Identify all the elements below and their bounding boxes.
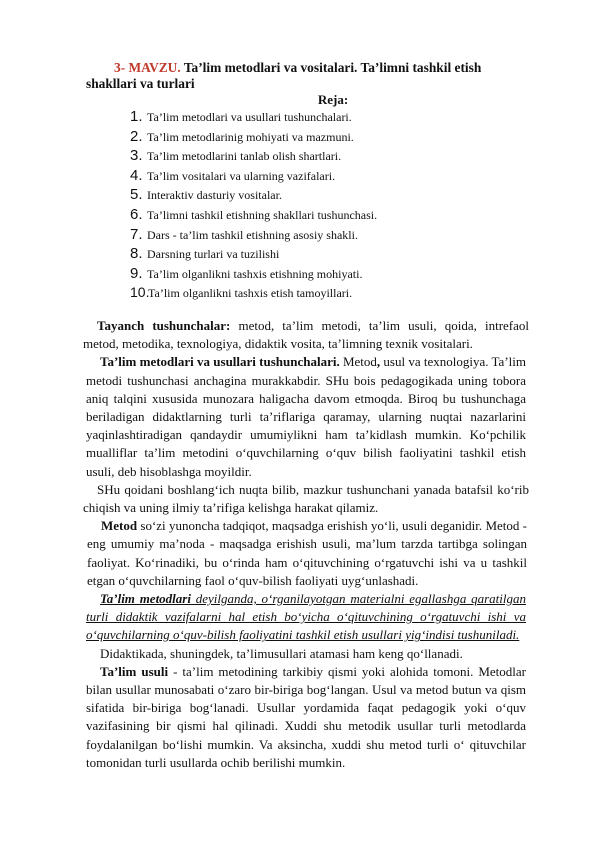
methods-concept-text-1: Metod: [339, 354, 377, 370]
plan-item: [130, 206, 530, 226]
key-terms-text: metod, ta’lim metodi, ta’lim usuli, qoida, intrefaol metod, metodika, texnologiya, didaktik vosita, ta’limning texnik vositalari.: [83, 318, 529, 352]
plan-item: [130, 245, 530, 265]
plan-item-number: 7.: [130, 225, 143, 243]
plan-item: [130, 147, 530, 167]
methods-concept-paragraph: [86, 353, 526, 480]
plan-item-text: Ta’limni tashkil etishning shakllari tushunchasi.: [147, 207, 378, 222]
plan-list: [130, 108, 530, 304]
key-terms-paragraph: [83, 317, 529, 353]
plan-heading: Reja:: [317, 92, 349, 107]
topic-number: 3- MAVZU.: [114, 60, 181, 75]
teaching-technique-term: Ta’lim usuli: [100, 663, 169, 679]
teaching-technique-paragraph: [86, 663, 526, 772]
plan-item-text: Ta’lim metodlarinig mohiyati va mazmuni.: [147, 129, 354, 144]
teaching-methods-definition-paragraph: [86, 590, 526, 645]
plan-item-number: 2.: [130, 127, 143, 145]
plan-item: [130, 108, 530, 128]
didactics-text: Didaktikada, shuningdek, ta’limusullari atamasi ham keng qo‘llanadi.: [100, 645, 463, 661]
method-term: Metod: [101, 518, 138, 534]
plan-item: [130, 226, 530, 246]
methods-concept-text-2: usul va texnologiya. Ta’lim metodi tushunchasi anchagina murakkabdir. SHu bois pedagogikada uning tobora aniq talqini xususida munozara haligacha davom etmoqda. Biroq bu tushunchaga beriladigan didaktlarning turli ta’riflariga qaramay, ularning nuqtai nazarlarini yaqinlashtiradigan qandaydir umumiylikni ham ta’kidlash mumkin. Ko‘pchilik mualliflar ta’lim metodini o‘quvchilarning o‘quv bilish faoliyatini tashkil etish usuli, deb hisoblashga moyildir.: [86, 354, 526, 479]
teaching-technique-text: - ta’lim metodining tarkibiy qismi yoki alohida tomoni. Metodlar bilan usullar munosabati o‘zaro bir-biriga bog‘langan. Usul va metod butun va qism sifatida bir-biriga bog‘lanadi. Usullar yordamida faqat pedagogik yoki o‘quv vazifasining bir qismi hal qilinadi. Xuddi shu metodik usullar turli metodlarda foydalanilgan bo‘lishi mumkin. Va aksincha, xuddi shu metod turli o‘ qituvchilar tomonidan turli usullarda ochib berilishi mumkin.: [86, 663, 526, 770]
topic-title: [86, 60, 526, 91]
plan-item-number: 8.: [130, 245, 143, 263]
plan-item: [130, 186, 530, 206]
plan-item: [130, 284, 530, 304]
rule-paragraph: [83, 481, 529, 517]
document-body: [83, 317, 529, 772]
plan-item-text: Interaktiv dasturiy vositalar.: [147, 188, 282, 203]
plan-item: [130, 265, 530, 285]
plan-item-number: 10.: [130, 284, 150, 301]
plan-item-text: Ta’lim olganlikni tashxis etishning mohiyati.: [147, 266, 363, 281]
plan-item-number: 4.: [130, 166, 143, 184]
plan-item-text: Ta’lim vositalari va ularning vazifalari.: [147, 168, 336, 183]
plan-item-text: Ta’lim metodlari va usullari tushunchalari.: [147, 110, 352, 124]
topic-title-text: Ta’lim metodlari va vositalari. Ta’limni tashkil etish shakllari va turlari: [86, 60, 482, 91]
method-definition-paragraph: [87, 517, 527, 590]
plan-item: [130, 167, 530, 187]
plan-item-number: 1.: [130, 108, 143, 125]
methods-concept-heading: Ta’lim metodlari va usullari tushunchalari.: [100, 354, 340, 370]
plan-item-number: 6.: [130, 205, 143, 223]
teaching-methods-definition-text: deyilganda, o‘rganilayotgan materialni egallashga qaratilgan turli didaktik vazifalarni hal etish bo‘yicha o‘qituvchining o‘rgatuvchi ishi va o‘quvchilarning o‘quv-bilish faoliyatini tashkil etish usullari yig‘indisi tushuniladi.: [86, 591, 526, 643]
plan-item-text: Ta’lim olganlikni tashxis etish tamoyillari.: [148, 286, 353, 301]
plan-item-number: 3.: [130, 147, 143, 165]
methods-concept-comma: ,: [376, 354, 381, 370]
plan-item: [130, 128, 530, 148]
plan-item-text: Ta’lim metodlarini tanlab olish shartlari.: [147, 149, 342, 164]
rule-text: SHu qoidani boshlang‘ich nuqta bilib, mazkur tushunchani yanada batafsil ko‘rib chiqish va uning ilmiy ta’rifiga kelishga harakat qilamiz.: [83, 481, 529, 516]
plan-item-number: 9.: [130, 264, 143, 282]
teaching-methods-term: Ta’lim metodlari: [100, 591, 191, 607]
plan-item-text: Dars - ta’lim tashkil etishning asosiy shakli.: [147, 227, 358, 242]
method-definition-text: so‘zi yunoncha tadqiqot, maqsadga erishish yo‘li, usuli deganidir. Metod - eng umumiy ma’noda - maqsadga erishish usuli, ma’lum tarzda tartibga solingan faoliyat. Ko‘rinadiki, bu o‘rinda ham o‘qituvchining o‘rgatuvchi ishi va u tashkil etgan o‘quvchilarning faol o‘quv-bilish faoliyati uyg‘unlashadi.: [87, 518, 527, 588]
plan-item-text: Darsning turlari va tuzilishi: [147, 247, 280, 262]
key-terms-label: Tayanch tushunchalar:: [97, 318, 231, 333]
plan-item-number: 5.: [130, 186, 143, 204]
didactics-paragraph: [86, 645, 526, 663]
